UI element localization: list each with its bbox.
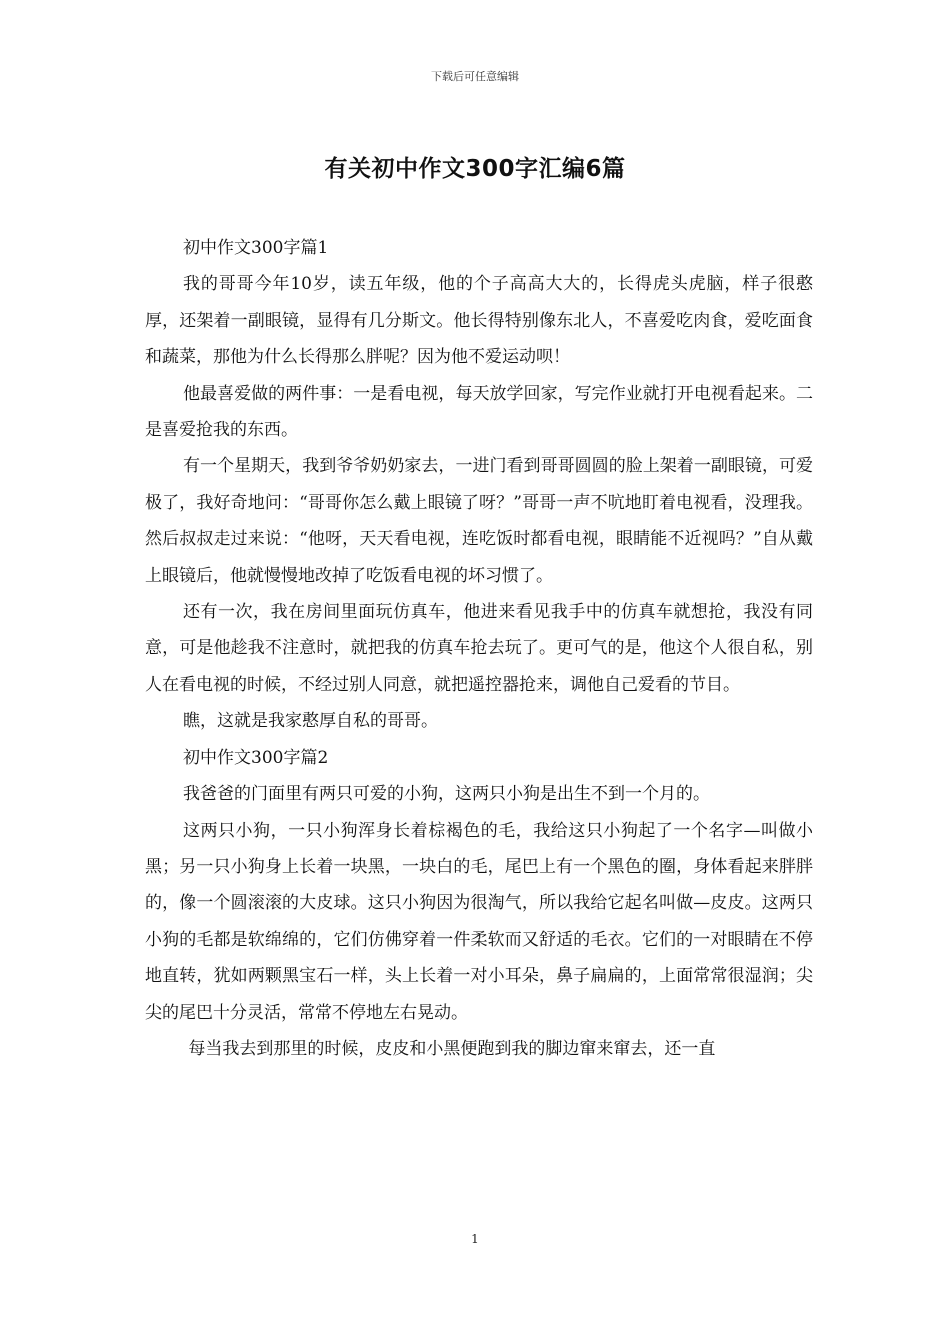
paragraph: 这两只小狗，一只小狗浑身长着棕褐色的毛，我给这只小狗起了一个名字—叫做小黑；另一只小狗身上长着一块黑，一块白的毛，尾巴上有一个黑色的圈，身体看起来胖胖的，像一个圆滚滚的大皮球。这只小狗因为很淘气，所以我给它起名叫做—皮皮。这两只小狗的毛都是软绵绵的，它们仿佛穿着一件柔软而又舒适的毛衣。它们的一对眼睛在不停地直转，犹如两颗黑宝石一样，头上长着一对小耳朵，鼻子扁扁的，上面常常很湿润；尖尖的尾巴十分灵活，常常不停地左右晃动。 xyxy=(145,820,813,1023)
document-title: 有关初中作文300字汇编6篇 xyxy=(324,156,626,182)
paragraph: 有一个星期天，我到爷爷奶奶家去，一进门看到哥哥圆圆的脸上架着一副眼镜，可爱极了，我好奇地问：“哥哥你怎么戴上眼镜了呀？”哥哥一声不吭地盯着电视看，没理我。然后叔叔走过来说：“他呀，天天看电视，连吃饭时都看电视，眼睛能不近视吗？”自从戴上眼镜后，他就慢慢地改掉了吃饭看电视的坏习惯了。 xyxy=(145,456,813,586)
paragraph: 我的哥哥今年10岁，读五年级，他的个子高高大大的，长得虎头虎脑，样子很憨厚，还架着一副眼镜，显得有几分斯文。他长得特别像东北人，不喜爱吃肉食，爱吃面食和蔬菜，那他为什么长得那么胖呢？因为他不爱运动呗！ xyxy=(145,274,813,368)
paragraph: 他最喜爱做的两件事：一是看电视，每天放学回家，写完作业就打开电视看起来。二是喜爱抢我的东西。 xyxy=(145,383,813,441)
section-heading: 初中作文300字篇2 xyxy=(183,747,329,768)
paragraph: 瞧，这就是我家憨厚自私的哥哥。 xyxy=(183,711,438,732)
section-heading: 初中作文300字篇1 xyxy=(183,238,329,258)
header-note: 下载后可任意编辑 xyxy=(431,70,519,83)
paragraph: 我爸爸的门面里有两只可爱的小狗，这两只小狗是出生不到一个月的。 xyxy=(183,784,710,805)
paragraph: 每当我去到那里的时候，皮皮和小黑便跑到我的脚边窜来窜去，还一直 xyxy=(183,1038,716,1059)
page-number: 1 xyxy=(471,1232,479,1246)
document-body xyxy=(145,230,813,1067)
paragraph: 还有一次，我在房间里面玩仿真车，他进来看见我手中的仿真车就想抢，我没有同意，可是他趁我不注意时，就把我的仿真车抢去玩了。更可气的是，他这个人很自私，别人在看电视的时候，不经过别人同意，就把遥控器抢来，调他自己爱看的节目。 xyxy=(145,602,813,695)
